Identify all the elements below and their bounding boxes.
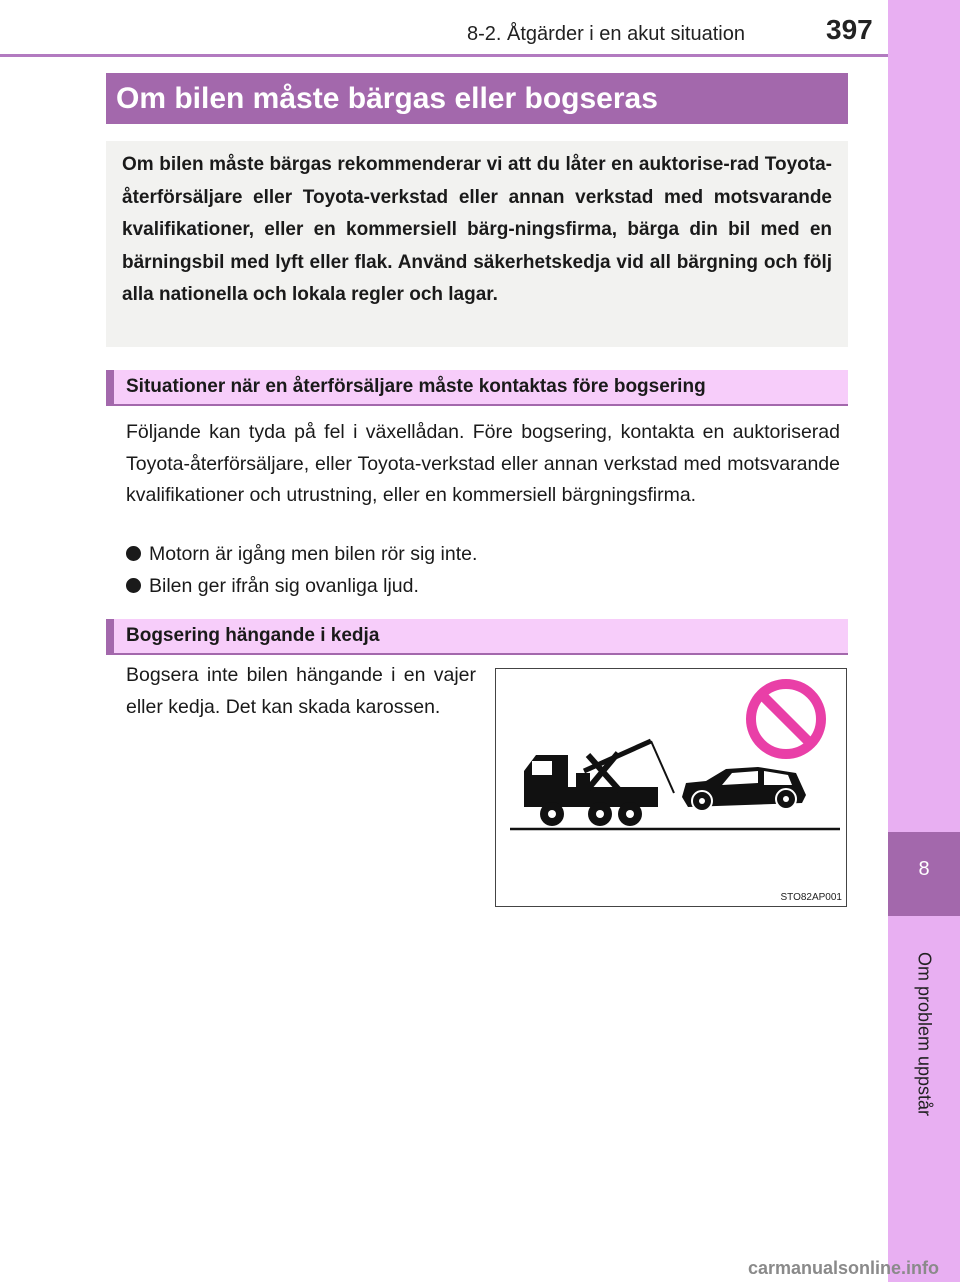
watermark: carmanualsonline.info — [748, 1258, 940, 1278]
tow-truck-prohibited-icon — [496, 669, 846, 906]
section-heading-chain-towing: Bogsering hängande i kedja — [106, 619, 848, 655]
side-tab-chapter-label: Om problem uppstår — [914, 951, 935, 1117]
intro-box — [106, 141, 848, 347]
main-heading: Om bilen måste bärgas eller bogseras — [106, 73, 848, 124]
intro-text: Om bilen måste bärgas rekommenderar vi att du låter en auktorise-rad Toyota-återförsäljare eller Toyota-verkstad eller annan verkstad med motsvarande kvalifikationer, eller en kommersiell bärg-ningsfirma, bärga din bil med en bärningsbil med lyft eller flak. Använd säkerhetskedja vid all bärgning och följ alla nationella och lokala regler och lagar. — [122, 154, 832, 305]
figure-tow-truck-illustration — [495, 668, 847, 907]
side-tab-chapter-number: 8 — [918, 858, 930, 880]
bullet-text: Motorn är igång men bilen rör sig inte. — [149, 543, 478, 565]
bullet-dot-icon — [126, 578, 141, 593]
page-number: 397 — [826, 14, 873, 45]
header-divider — [0, 54, 888, 57]
bullet-item — [126, 539, 477, 570]
section-dealer-body: Följande kan tyda på fel i växellådan. Före bogsering, kontakta en auktoriserad Toyota-återförsäljare, eller Toyota-verkstad eller annan verkstad med motsvarande kvalifikationer och utrustning, eller en kommersiell bärgningsfirma. — [126, 421, 840, 506]
header-section-title: 8-2. Åtgärder i en akut situation — [467, 23, 745, 45]
figure-code: STO82AP001 — [780, 892, 842, 903]
bullet-dot-icon — [126, 546, 141, 561]
bullet-text: Bilen ger ifrån sig ovanliga ljud. — [149, 575, 419, 597]
bullet-item — [126, 571, 419, 602]
section-chain-body: Bogsera inte bilen hängande i en vajer eller kedja. Det kan skada karossen. — [126, 664, 476, 718]
section-heading-dealer-contact: Situationer när en återförsäljare måste kontaktas före bogsering — [106, 370, 848, 406]
side-tab-top — [888, 0, 960, 832]
